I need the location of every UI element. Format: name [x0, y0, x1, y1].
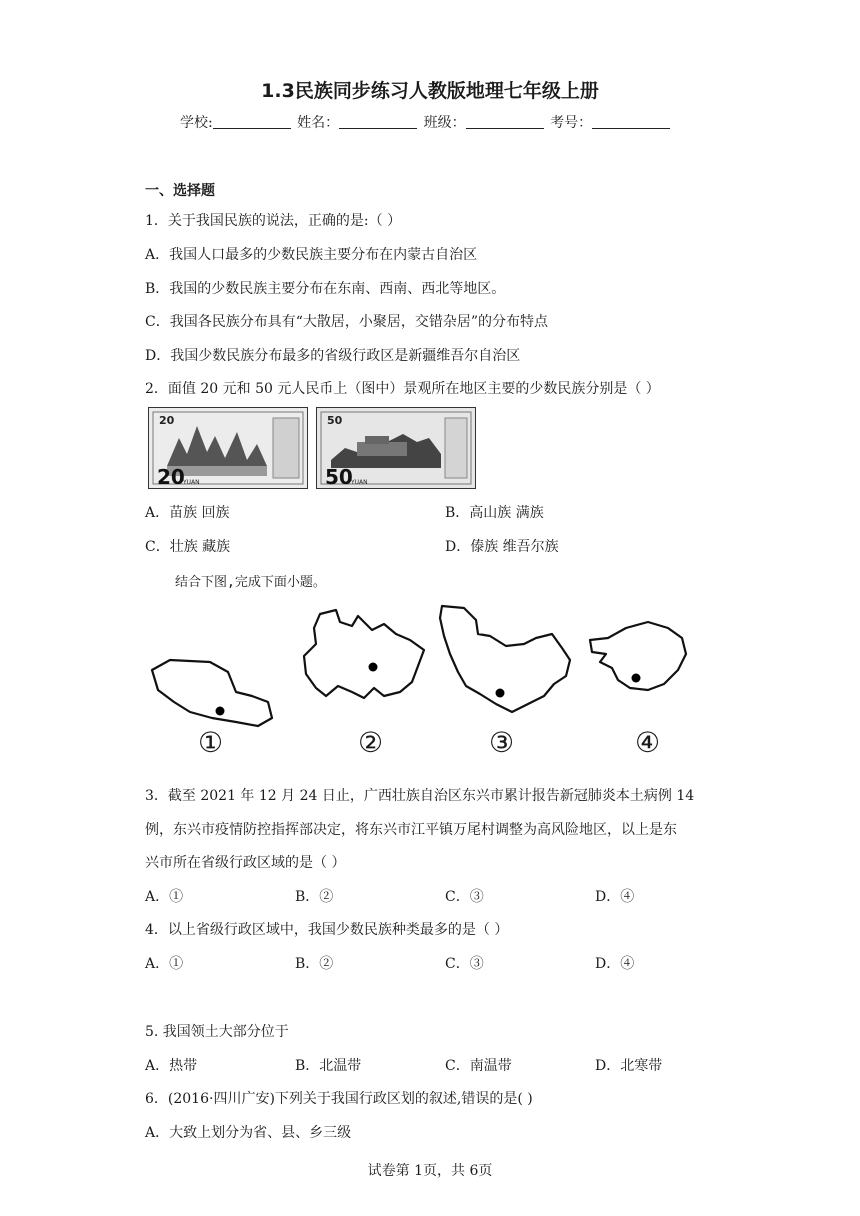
q2-option-b[interactable]: B．高山族 满族 — [445, 505, 544, 521]
q2-stem: 2．面值 20 元和 50 元人民币上（图中）景观所在地区主要的少数民族分别是（ ） — [145, 381, 660, 397]
q2-option-d[interactable]: D．傣族 维吾尔族 — [445, 539, 559, 555]
province-maps-figure — [140, 600, 700, 770]
q3-option-d[interactable]: D．④ — [595, 889, 635, 905]
note-50-big-value: 50 — [325, 465, 353, 488]
map-label-4: ④ — [635, 726, 661, 759]
q4-option-b[interactable]: B．② — [295, 956, 334, 972]
note-50-corner-value: 50 — [327, 414, 343, 427]
q3-stem-line2: 例，东兴市疫情防控指挥部决定，将东兴市江平镇万尾村调整为高风险地区，以上是东 — [145, 822, 677, 838]
q5-option-a[interactable]: A．热带 — [145, 1058, 198, 1074]
q3-stem-line1: 3．截至 2021 年 12 月 24 日止，广西壮族自治区东兴市累计报告新冠肺炎本土病例 14 — [145, 788, 695, 804]
q5-option-d[interactable]: D．北寒带 — [595, 1058, 663, 1074]
q1-option-c[interactable]: C．我国各民族分布具有“大散居，小聚居，交错杂居”的分布特点 — [145, 314, 549, 330]
q6-stem: 6．(2016·四川广安)下列关于我国行政区划的叙述,错误的是( ) — [145, 1091, 533, 1107]
class-label: 班级： — [423, 115, 466, 131]
q5-option-c[interactable]: C．南温带 — [445, 1058, 512, 1074]
q1-stem: 1．关于我国民族的说法，正确的是:（ ） — [145, 213, 402, 229]
page-title: 1.3民族同步练习人教版地理七年级上册 — [261, 80, 599, 102]
note-50-yuan: YUAN — [351, 479, 368, 486]
note-20-corner-value: 20 — [159, 414, 175, 427]
exam-no-label: 考号： — [550, 115, 593, 131]
banknote-50-picture — [317, 408, 475, 488]
q4-option-c[interactable]: C．③ — [445, 956, 484, 972]
q2-option-a[interactable]: A．苗族 回族 — [145, 505, 230, 521]
q4-option-d[interactable]: D．④ — [595, 956, 635, 972]
q5-option-b[interactable]: B．北温带 — [295, 1058, 362, 1074]
school-blank[interactable] — [213, 114, 291, 129]
province-map-1 — [152, 660, 272, 726]
name-blank[interactable] — [339, 114, 417, 129]
q4-stem: 4．以上省级行政区域中，我国少数民族种类最多的是（ ） — [145, 922, 509, 938]
q3-stem-line3: 兴市所在省级行政区域的是（ ） — [145, 855, 346, 871]
note-20-yuan: YUAN — [183, 479, 200, 486]
student-info-line — [180, 112, 672, 132]
exam-no-blank[interactable] — [592, 114, 670, 129]
province-map-2 — [304, 610, 424, 698]
map-label-2: ② — [358, 726, 384, 759]
banknote-20-image — [148, 407, 308, 489]
q6-option-a[interactable]: A．大致上划分为省、县、乡三级 — [145, 1125, 352, 1141]
map-label-3: ③ — [489, 726, 515, 759]
map-label-1: ① — [198, 726, 224, 759]
class-blank[interactable] — [466, 114, 544, 129]
q3-option-a[interactable]: A．① — [145, 889, 184, 905]
q1-option-d[interactable]: D．我国少数民族分布最多的省级行政区是新疆维吾尔自治区 — [145, 348, 521, 364]
q2-option-c[interactable]: C．壮族 藏族 — [145, 539, 231, 555]
province-map-3 — [440, 606, 570, 712]
q1-option-b[interactable]: B．我国的少数民族主要分布在东南、西南、西北等地区。 — [145, 281, 506, 297]
q1-option-a[interactable]: A．我国人口最多的少数民族主要分布在内蒙古自治区 — [145, 247, 478, 263]
q5-stem: 5. 我国领土大部分位于 — [145, 1024, 289, 1040]
page-footer: 试卷第 1页，共 6页 — [367, 1163, 493, 1179]
map-intro: 结合下图,完成下面小题。 — [175, 575, 326, 590]
banknote-50-image — [316, 407, 476, 489]
banknote-20-picture — [149, 408, 307, 488]
section-heading: 一、选择题 — [145, 183, 215, 199]
province-map-4 — [590, 622, 686, 690]
school-label: 学校: — [180, 115, 213, 131]
note-20-big-value: 20 — [157, 465, 185, 488]
q3-option-c[interactable]: C．③ — [445, 889, 484, 905]
q4-option-a[interactable]: A．① — [145, 956, 184, 972]
q3-option-b[interactable]: B．② — [295, 889, 334, 905]
name-label: 姓名： — [297, 115, 340, 131]
